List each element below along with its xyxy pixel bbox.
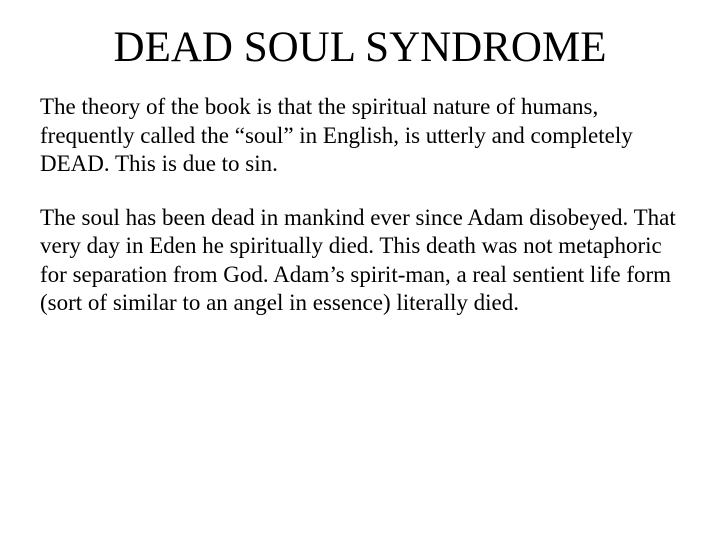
slide-title: DEAD SOUL SYNDROME xyxy=(113,24,607,71)
paragraph-2: The soul has been dead in mankind ever since Adam disobeyed. That very day in Eden he spiritually died. This death was not metaphoric for separation from God. Adam’s spirit-man, a real sentient life form (sort of similar to an angel in essence) literally died. xyxy=(40,204,676,315)
slide-body xyxy=(40,93,690,343)
paragraph-1: The theory of the book is that the spiritual nature of humans, frequently called the “soul” in English, is utterly and completely DEAD. This is due to sin. xyxy=(40,94,633,176)
